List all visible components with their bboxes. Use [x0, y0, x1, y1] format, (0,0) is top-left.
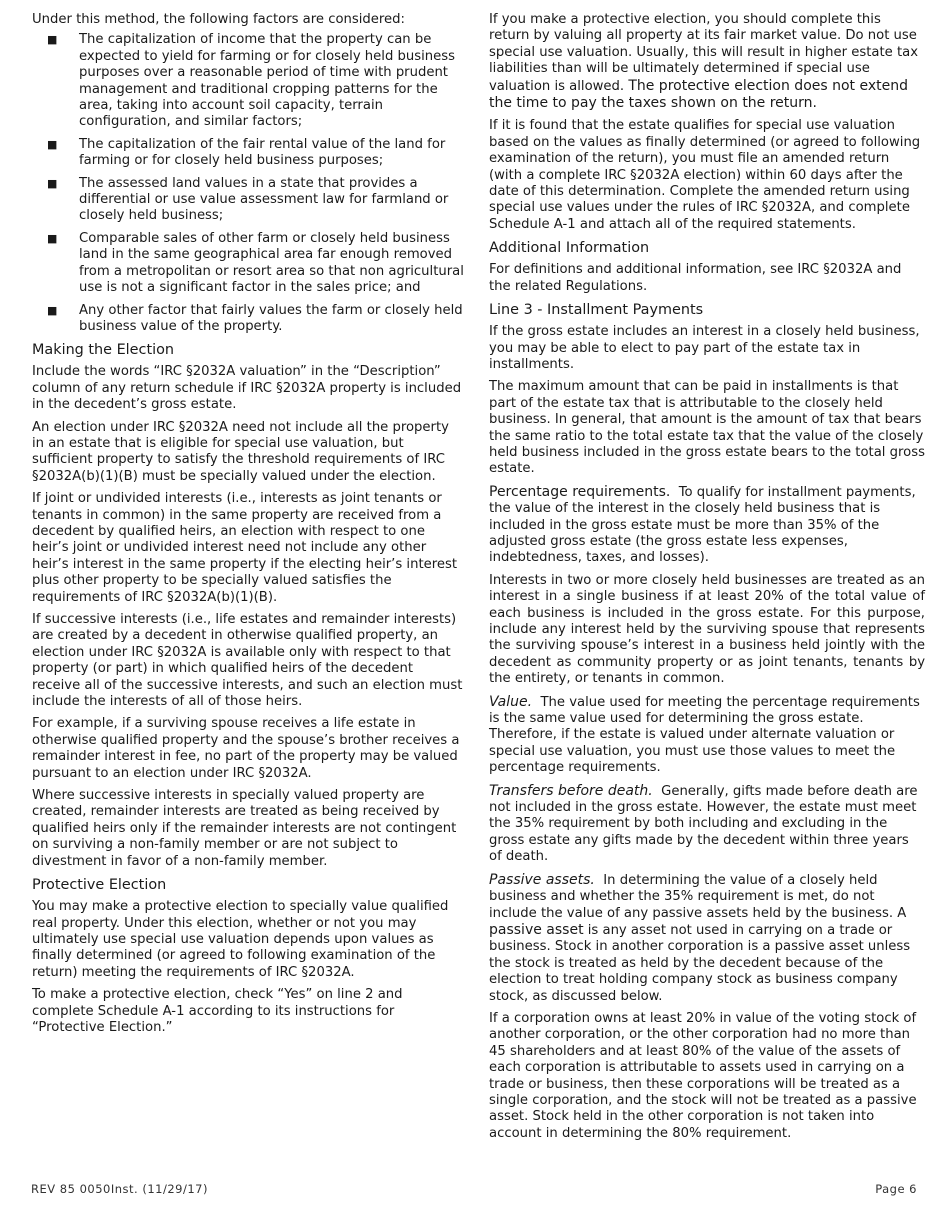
installment-payments-heading: Line 3 - Installment Payments: [489, 302, 704, 319]
paragraph-text: The value used for meeting the percentage requirements is the same value used for determining the gross estate. Therefore, if the estate is valued under alternate valuation or special use valuation, you must use those values to meet the percentage requirements.: [489, 694, 920, 776]
passive-assets-lead: Passive assets.: [489, 871, 595, 888]
list-item: [32, 176, 464, 225]
paragraph: An election under IRC §2032A need not include all the property in an estate that is eligible for special use valuation, but sufficient property to satisfy the threshold requirements of IRC §2032A(b)(1)(B) must be specially valued under the election.: [32, 419, 449, 484]
protective-election-heading: Protective Election: [32, 877, 167, 894]
square-bullet-icon: ■: [47, 231, 58, 245]
square-bullet-icon: ■: [47, 33, 58, 47]
list-item: [32, 32, 464, 130]
percentage-requirements-lead: Percentage requirements.: [489, 483, 671, 500]
additional-information-heading: Additional Information: [489, 240, 650, 257]
left-column: [32, 12, 464, 1042]
list-item-text: Any other factor that fairly values the farm or closely held business value of the property.: [79, 302, 463, 334]
list-item-text: The capitalization of the fair rental value of the land for farming or for closely held business purposes;: [79, 136, 446, 169]
paragraph-emphasis: The protective election does not extend the time to pay the taxes shown on the return.: [489, 77, 909, 112]
paragraph: Interests in two or more closely held businesses are treated as an interest in a single business if at least 20% of the total value of each business is included in the gross estate. For this purpose, include any interest held by the surviving spouse that represents the surviving spouse’s interest in a business held jointly with the decedent as community property or as joint tenants, tenants by the entirety, or tenants in common.: [489, 572, 925, 687]
paragraph-text: is any asset not used in carrying on a trade or business. Stock in another corporation is a passive asset unless the stock is treated as held by the decedent because of the election to treat holding company stock as business company stock, as discussed below.: [489, 922, 911, 1004]
paragraph: If the gross estate includes an interest in a closely held business, you may be able to elect to pay part of the estate tax in installments.: [489, 324, 920, 372]
list-item-text: Comparable sales of other farm or closely held business land in the same geographical area far enough removed from a metropolitan or resort area so that non agricultural use is not a significant factor in the sales price; and: [79, 230, 464, 296]
list-item: [32, 303, 464, 336]
passive-asset-term: passive asset: [489, 921, 584, 938]
square-bullet-icon: ■: [47, 176, 58, 190]
paragraph: [489, 872, 925, 1005]
list-item-text: The capitalization of income that the property can be expected to yield for farming or for closely held business purposes over a reasonable period of time with prudent management and traditional cropping patterns for the area, taking into account soil capacity, terrain configuration, and similar factors;: [79, 32, 455, 130]
right-column: [489, 12, 925, 1148]
paragraph: If it is found that the estate qualifies for special use valuation based on the values as finally determined (or agreed to following examination of the return), you must file an amended return (with a complete IRC §2032A election) within 60 days after the date of this determination. Complete the amended return using special use values under the rules of IRC §2032A, and complete Schedule A-1 and attach all of the required statements.: [489, 118, 921, 232]
paragraph: [489, 694, 925, 777]
form-id: REV 85 0050Inst. (11/29/17): [31, 1182, 208, 1196]
paragraph: [489, 12, 925, 112]
intro-text: Under this method, the following factors are considered:: [32, 12, 405, 27]
paragraph-text: Generally, gifts made before death are not included in the gross estate. However, the estate must meet the 35% requirement by both including and excluding in the gross estate any gifts made by the decedent within three years of death.: [489, 783, 918, 865]
page-number: Page 6: [875, 1182, 917, 1196]
value-lead: Value.: [489, 693, 533, 710]
paragraph: If joint or undivided interests (i.e., interests as joint tenants or tenants in common) in the same property are received from a decedent by qualified heirs, an election with respect to one heir’s joint or undivided interest need not include any other heir’s interest in the same property if the electing heir’s interest plus other property to be specially valued satisfies the requirements of IRC §2032A(b)(1)(B).: [32, 491, 458, 605]
paragraph: If successive interests (i.e., life estates and remainder interests) are created by a decedent in otherwise qualified property, an election under IRC §2032A is available only with respect to that property (or part) in which qualified heirs of the decedent receive all of the successive interests, and such an election must include the interests of all of those heirs.: [32, 612, 463, 710]
square-bullet-icon: ■: [47, 137, 58, 151]
paragraph: If a corporation owns at least 20% in value of the voting stock of another corporation, or the other corporation had no more than 45 shareholders and at least 80% of the value of the assets of each corporation is attributable to assets used in carrying on a trade or business, then these corporations will be treated as a single corporation, and the stock will not be treated as a passive asset. Stock held in the other corporation is not taken into account in determining the 80% requirement.: [489, 1010, 917, 1141]
making-election-heading: Making the Election: [32, 342, 175, 359]
paragraph: Include the words “IRC §2032A valuation” in the “Description” column of any return schedule if IRC §2032A property is included in the decedent’s gross estate.: [32, 364, 462, 413]
paragraph-text: To qualify for installment payments, the value of the interest in the closely held business that is included in the gross estate must be more than 35% of the adjusted gross estate (the gross estate less expenses, indebtedness, taxes, and losses).: [489, 484, 916, 566]
list-item-text: The assessed land values in a state that provides a differential or use value assessment law for farmland or closely held business;: [79, 175, 449, 224]
square-bullet-icon: ■: [47, 303, 58, 317]
paragraph-text: In determining the value of a closely held business and whether the 35% requirement is met, do not include the value of any passive assets held by the business. A: [489, 872, 907, 921]
transfers-before-death-lead: Transfers before death.: [489, 782, 653, 799]
factors-list: [32, 32, 464, 335]
paragraph: For example, if a surviving spouse receives a life estate in otherwise qualified property and the spouse’s brother receives a remainder interest in fee, no part of the property may be valued pursuant to an election under IRC §2032A.: [32, 716, 460, 781]
list-item: [32, 137, 464, 170]
paragraph: You may make a protective election to specially value qualified real property. Under this election, whether or not you may ultimately use special use valuation depends upon values as finally determined (or agreed to following examination of the return) meeting the requirements of IRC §2032A.: [32, 899, 449, 980]
paragraph: For definitions and additional information, see IRC §2032A and the related Regulations.: [489, 262, 902, 294]
list-item: [32, 231, 464, 297]
paragraph: Where successive interests in specially valued property are created, remainder interests are treated as being received by qualified heirs only if the remainder interests are not contingent on surviving a non-family member or are not subject to divestment in favor of a non-family member.: [32, 788, 457, 869]
paragraph: [489, 484, 925, 567]
paragraph: [489, 783, 925, 866]
paragraph: To make a protective election, check “Yes” on line 2 and complete Schedule A-1 according to its instructions for “Protective Election.”: [32, 987, 403, 1035]
paragraph-text: If you make a protective election, you should complete this return by valuing all property at its fair market value. Do not use special use valuation. Usually, this will result in higher estate tax liabilities than will be ultimately determined if special use valuation is allowed.: [489, 12, 919, 94]
paragraph: The maximum amount that can be paid in installments is that part of the estate tax that is attributable to the closely held business. In general, that amount is the amount of tax that bears the same ratio to the total estate tax that the value of the closely held business included in the gross estate bears to the total gross estate.: [489, 379, 925, 477]
